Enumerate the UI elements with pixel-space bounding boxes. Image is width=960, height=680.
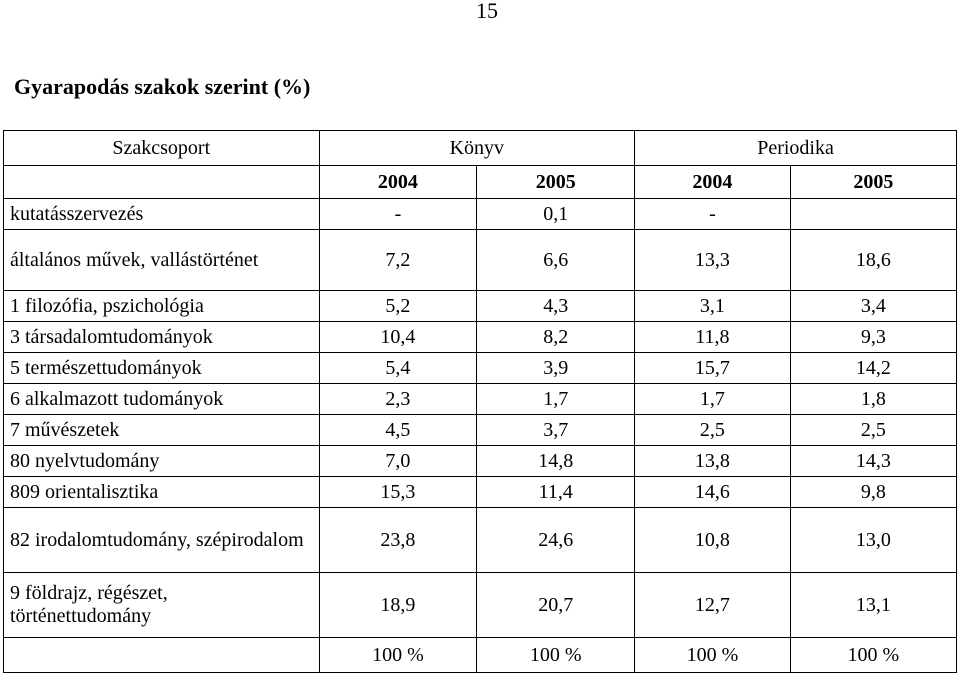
cell-value: 10,4 — [319, 322, 477, 353]
cell-value: 13,0 — [790, 508, 956, 573]
header-category: Szakcsoport — [4, 131, 320, 166]
row-label: 6 alkalmazott tudományok — [4, 384, 320, 415]
cell-value: 11,8 — [635, 322, 791, 353]
table-row — [4, 508, 957, 573]
cell-value: 6,6 — [477, 230, 635, 291]
cell-value: 4,5 — [319, 415, 477, 446]
cell-value: 10,8 — [635, 508, 791, 573]
table-row — [4, 353, 957, 384]
cell-value: 7,0 — [319, 446, 477, 477]
cell-value: 13,1 — [790, 573, 956, 638]
cell-value: 3,1 — [635, 291, 791, 322]
cell-value: 13,8 — [635, 446, 791, 477]
cell-value: 7,2 — [319, 230, 477, 291]
cell-value: 14,8 — [477, 446, 635, 477]
header-years-row — [4, 166, 957, 199]
page-title: Gyarapodás szakok szerint (%) — [14, 74, 311, 99]
cell-value: 14,2 — [790, 353, 956, 384]
page-number: 15 — [476, 0, 498, 23]
cell-value: 18,6 — [790, 230, 956, 291]
header-empty-cell — [4, 166, 320, 199]
row-label: 3 társadalomtudományok — [4, 322, 320, 353]
cell-value: 15,3 — [319, 477, 477, 508]
total-value: 100 % — [635, 638, 791, 673]
row-label: 9 földrajz, régészet, történettudomány — [4, 573, 320, 638]
table-row — [4, 477, 957, 508]
cell-value: 13,3 — [635, 230, 791, 291]
total-value: 100 % — [319, 638, 477, 673]
year-book-2005: 2005 — [477, 166, 635, 199]
year-periodical-2005: 2005 — [790, 166, 956, 199]
cell-value: 8,2 — [477, 322, 635, 353]
cell-value — [790, 199, 956, 230]
cell-value: 1,7 — [635, 384, 791, 415]
cell-value: 24,6 — [477, 508, 635, 573]
cell-value: 2,3 — [319, 384, 477, 415]
table-row — [4, 199, 957, 230]
cell-value: 3,9 — [477, 353, 635, 384]
table-row — [4, 415, 957, 446]
row-label: 80 nyelvtudomány — [4, 446, 320, 477]
total-value: 100 % — [790, 638, 956, 673]
cell-value: 9,8 — [790, 477, 956, 508]
cell-value: 5,2 — [319, 291, 477, 322]
cell-value: 11,4 — [477, 477, 635, 508]
row-label: 7 művészetek — [4, 415, 320, 446]
cell-value: 3,7 — [477, 415, 635, 446]
cell-value: - — [319, 199, 477, 230]
row-label: 5 természettudományok — [4, 353, 320, 384]
total-value: 100 % — [477, 638, 635, 673]
cell-value: 12,7 — [635, 573, 791, 638]
cell-value: 1,7 — [477, 384, 635, 415]
cell-value: 14,3 — [790, 446, 956, 477]
row-label: 809 orientalisztika — [4, 477, 320, 508]
table-row — [4, 230, 957, 291]
cell-value: - — [635, 199, 791, 230]
year-periodical-2004: 2004 — [635, 166, 791, 199]
cell-value: 14,6 — [635, 477, 791, 508]
cell-value: 2,5 — [790, 415, 956, 446]
cell-value: 15,7 — [635, 353, 791, 384]
year-book-2004: 2004 — [319, 166, 477, 199]
table-row — [4, 446, 957, 477]
acquisition-table — [3, 130, 957, 673]
totals-empty-cell — [4, 638, 320, 673]
cell-value: 20,7 — [477, 573, 635, 638]
header-group-row — [4, 131, 957, 166]
cell-value: 5,4 — [319, 353, 477, 384]
totals-row — [4, 638, 957, 673]
table-row — [4, 291, 957, 322]
cell-value: 0,1 — [477, 199, 635, 230]
row-label: 1 filozófia, pszichológia — [4, 291, 320, 322]
row-label: kutatásszervezés — [4, 199, 320, 230]
cell-value: 1,8 — [790, 384, 956, 415]
header-periodical: Periodika — [635, 131, 957, 166]
cell-value: 23,8 — [319, 508, 477, 573]
row-label: 82 irodalomtudomány, szépirodalom — [4, 508, 320, 573]
table-row — [4, 573, 957, 638]
cell-value: 18,9 — [319, 573, 477, 638]
cell-value: 4,3 — [477, 291, 635, 322]
header-book: Könyv — [319, 131, 635, 166]
table-row — [4, 384, 957, 415]
cell-value: 9,3 — [790, 322, 956, 353]
row-label: általános művek, vallástörténet — [4, 230, 320, 291]
table-row — [4, 322, 957, 353]
cell-value: 2,5 — [635, 415, 791, 446]
cell-value: 3,4 — [790, 291, 956, 322]
